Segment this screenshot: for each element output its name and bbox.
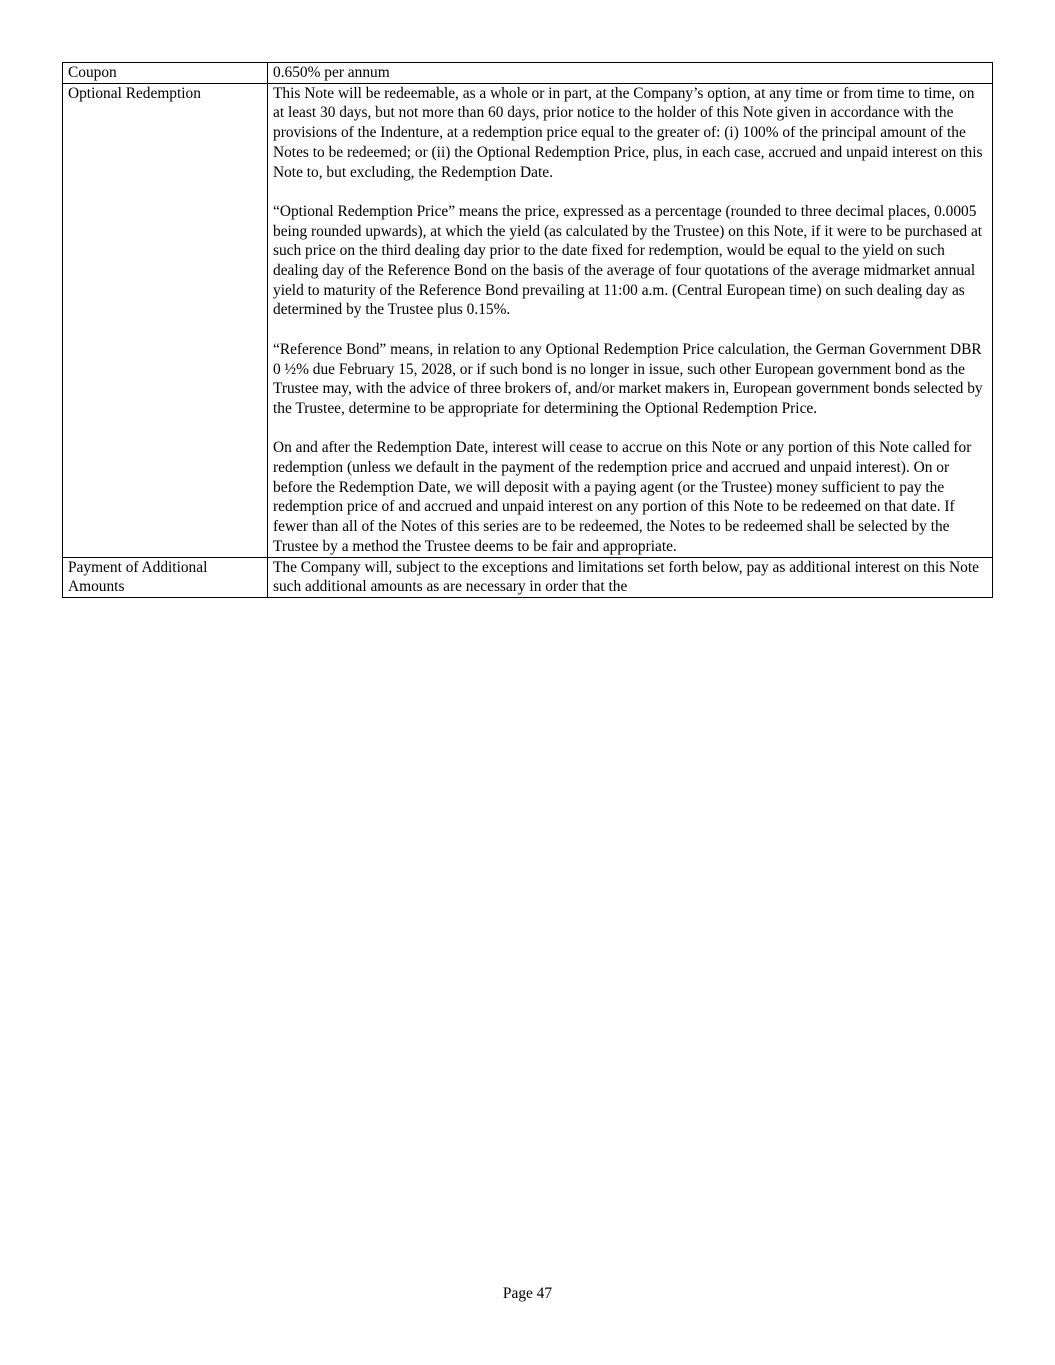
term-paragraph: This Note will be redeemable, as a whole or in part, at the Company’s option, at any time or from time to time, on at least 30 days, but not more than 60 days, prior notice to the holder of this Note given in accordance with the provisions of the Indenture, at a redemption price equal to the greater of: (i) 100% of the principal amount of the Notes to be redeemed; or (ii) the Optional Redemption Price, plus, in each case, accrued and unpaid interest on this Note to, but excluding, the Redemption Date.	[273, 84, 983, 181]
term-value	[268, 83, 993, 557]
table-row-coupon	[63, 63, 993, 84]
page-number: Page 47	[502, 1285, 553, 1302]
table-row-payment-of-additional-amounts	[63, 557, 993, 597]
term-paragraph: 0.650% per annum	[273, 64, 390, 81]
term-paragraph: On and after the Redemption Date, interest will cease to accrue on this Note or any portion of this Note called for redemption (unless we default in the payment of the redemption price and accrued and unpaid interest). On or before the Redemption Date, we will deposit with a paying agent (or the Trustee) money sufficient to pay the redemption price of and accrued and unpaid interest on any portion of this Note to be redeemed on that date. If fewer than all of the Notes of this series are to be redeemed, the Notes to be redeemed shall be selected by the Trustee by a method the Trustee deems to be fair and appropriate.	[273, 439, 972, 555]
term-label: Coupon	[63, 63, 268, 84]
term-paragraph: “Optional Redemption Price” means the price, expressed as a percentage (rounded to three decimal places, 0.0005 being rounded upwards), at which the yield (as calculated by the Trustee) on this Note, if it were to be purchased at such price on the third dealing day prior to the date fixed for redemption, would be equal to the yield on such dealing day of the Reference Bond on the basis of the average of four quotations of the average midmarket annual yield to maturity of the Reference Bond prevailing at 11:00 a.m. (Central European time) on such dealing day as determined by the Trustee plus 0.15%.	[273, 202, 983, 319]
term-value	[268, 557, 993, 597]
term-value	[268, 63, 993, 84]
term-label: Payment of Additional Amounts	[63, 557, 268, 597]
term-paragraph: “Reference Bond” means, in relation to any Optional Redemption Price calculation, the German Government DBR 0 ½% due February 15, 2028, or if such bond is no longer in issue, such other European government bond as the Trustee may, with the advice of three brokers of, and/or market makers in, European government bonds selected by the Trustee, determine to be appropriate for determining the Optional Redemption Price.	[273, 340, 983, 417]
note-terms-table	[62, 62, 993, 598]
term-label: Optional Redemption	[63, 83, 268, 557]
term-paragraph: The Company will, subject to the exceptions and limitations set forth below, pay as additional interest on this Note such additional amounts as are necessary in order that the	[273, 558, 979, 596]
table-row-optional-redemption	[63, 83, 993, 557]
